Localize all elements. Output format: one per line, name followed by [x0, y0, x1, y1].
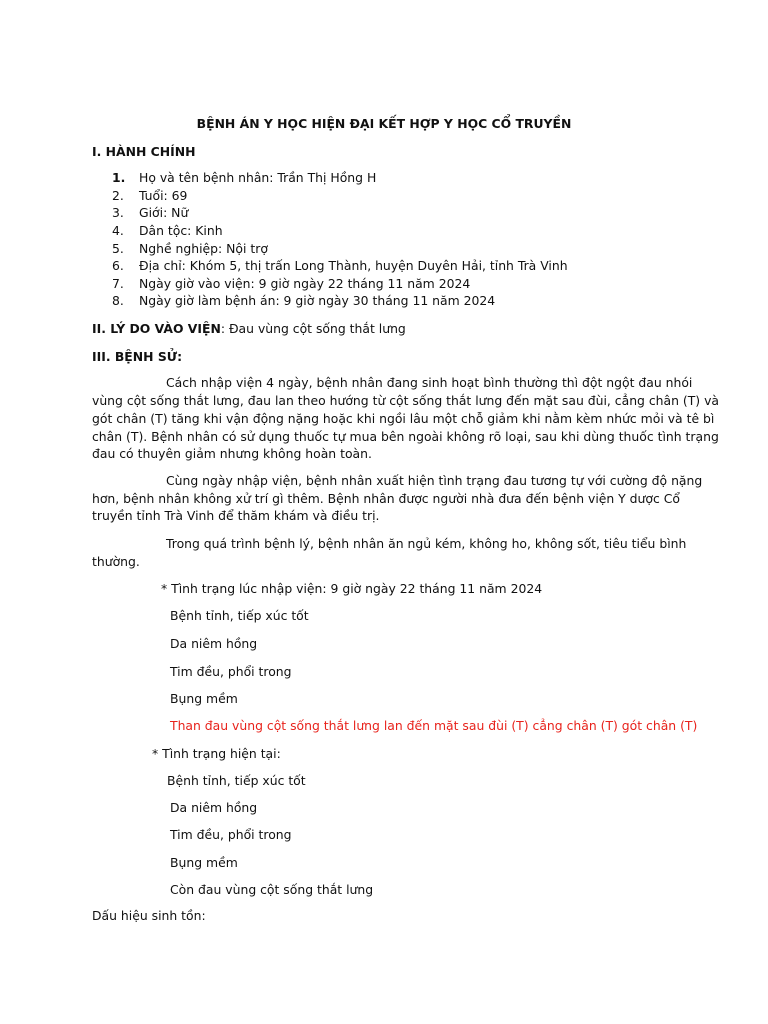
document-title: BỆNH ÁN Y HỌC HIỆN ĐẠI KẾT HỢP Y HỌC CỔ TRUYỀN — [196, 116, 572, 131]
list-item — [112, 169, 376, 186]
list-item — [112, 222, 223, 239]
list-item — [112, 204, 188, 221]
paragraph-line: Trong quá trình bệnh lý, bệnh nhân ăn ngủ kém, không ho, không sốt, tiêu tiểu bình — [166, 536, 687, 551]
list-text: Dân tộc: Kinh — [139, 223, 223, 238]
list-text: Ngày giờ vào viện: 9 giờ ngày 22 tháng 11 năm 2024 — [139, 276, 471, 291]
paragraph-line: truyền tỉnh Trà Vinh để thăm khám và điều trị. — [92, 508, 380, 523]
list-text: Họ và tên bệnh nhân: Trần Thị Hồng H — [139, 170, 377, 185]
paragraph-line: đau có thuyên giảm nhưng không hoàn toàn. — [92, 446, 372, 461]
list-item — [112, 275, 470, 292]
status-line: Bệnh tỉnh, tiếp xúc tốt — [167, 773, 306, 788]
list-text: Giới: Nữ — [139, 205, 189, 220]
paragraph-line: Cùng ngày nhập viện, bệnh nhân xuất hiện tình trạng đau tương tự với cường độ nặng — [166, 473, 703, 488]
list-number: 3. — [112, 205, 124, 220]
list-text: Tuổi: 69 — [139, 188, 188, 203]
list-item — [112, 240, 268, 257]
list-number: 6. — [112, 258, 124, 273]
chief-complaint-highlight: Than đau vùng cột sống thắt lưng lan đến mặt sau đùi (T) cẳng chân (T) gót chân (T) — [170, 718, 698, 733]
status-line: Da niêm hồng — [170, 636, 258, 651]
list-number: 5. — [112, 241, 124, 256]
list-number: 1. — [112, 170, 126, 185]
paragraph-line: thường. — [92, 554, 140, 569]
status-line: Tim đều, phổi trong — [170, 664, 292, 679]
status-line: Tim đều, phổi trong — [170, 827, 292, 842]
paragraph-line: hơn, bệnh nhân không xử trí gì thêm. Bệnh nhân được người nhà đưa đến bệnh viện Y dược Cổ — [92, 491, 680, 506]
admission-status-heading: * Tình trạng lúc nhập viện: 9 giờ ngày 22 tháng 11 năm 2024 — [161, 581, 543, 596]
reason-for-admission — [92, 320, 406, 337]
section-heading-administrative: I. HÀNH CHÍNH — [92, 144, 196, 159]
list-item — [112, 187, 187, 204]
paragraph-line: vùng cột sống thắt lưng, đau lan theo hướng từ cột sống thắt lưng đến mặt sau đùi, cẳng chân (T) và — [92, 393, 720, 408]
list-item — [112, 257, 568, 274]
status-line: Còn đau vùng cột sống thắt lưng — [170, 882, 374, 897]
list-number: 8. — [112, 293, 124, 308]
list-text: Nghề nghiệp: Nội trợ — [139, 241, 268, 256]
paragraph-line: Cách nhập viện 4 ngày, bệnh nhân đang sinh hoạt bình thường thì đột ngột đau nhói — [166, 375, 693, 390]
list-text: Địa chỉ: Khóm 5, thị trấn Long Thành, huyện Duyên Hải, tỉnh Trà Vinh — [139, 258, 568, 273]
list-number: 4. — [112, 223, 124, 238]
current-status-heading: * Tình trạng hiện tại: — [152, 746, 281, 761]
status-line: Bụng mềm — [170, 691, 238, 706]
list-item — [112, 292, 495, 309]
list-text: Ngày giờ làm bệnh án: 9 giờ ngày 30 tháng 11 năm 2024 — [139, 293, 496, 308]
status-line: Da niêm hồng — [170, 800, 258, 815]
reason-text: : Đau vùng cột sống thắt lưng — [220, 321, 406, 336]
vital-signs-heading: Dấu hiệu sinh tồn: — [92, 908, 206, 923]
status-line: Bụng mềm — [170, 855, 238, 870]
status-line: Bệnh tỉnh, tiếp xúc tốt — [170, 608, 309, 623]
paragraph-line: gót chân (T) tăng khi vận động nặng hoặc khi ngồi lâu một chỗ giảm khi nằm kèm nhức mỏi và tê bì — [92, 411, 715, 426]
list-number: 2. — [112, 188, 124, 203]
section-heading-history: III. BỆNH SỬ: — [92, 349, 183, 364]
section-heading-reason: II. LÝ DO VÀO VIỆN — [92, 321, 221, 336]
paragraph-line: chân (T). Bệnh nhân có sử dụng thuốc tự mua bên ngoài không rõ loại, sau khi dùng thuốc tình trạng — [92, 429, 719, 444]
list-number: 7. — [112, 276, 124, 291]
